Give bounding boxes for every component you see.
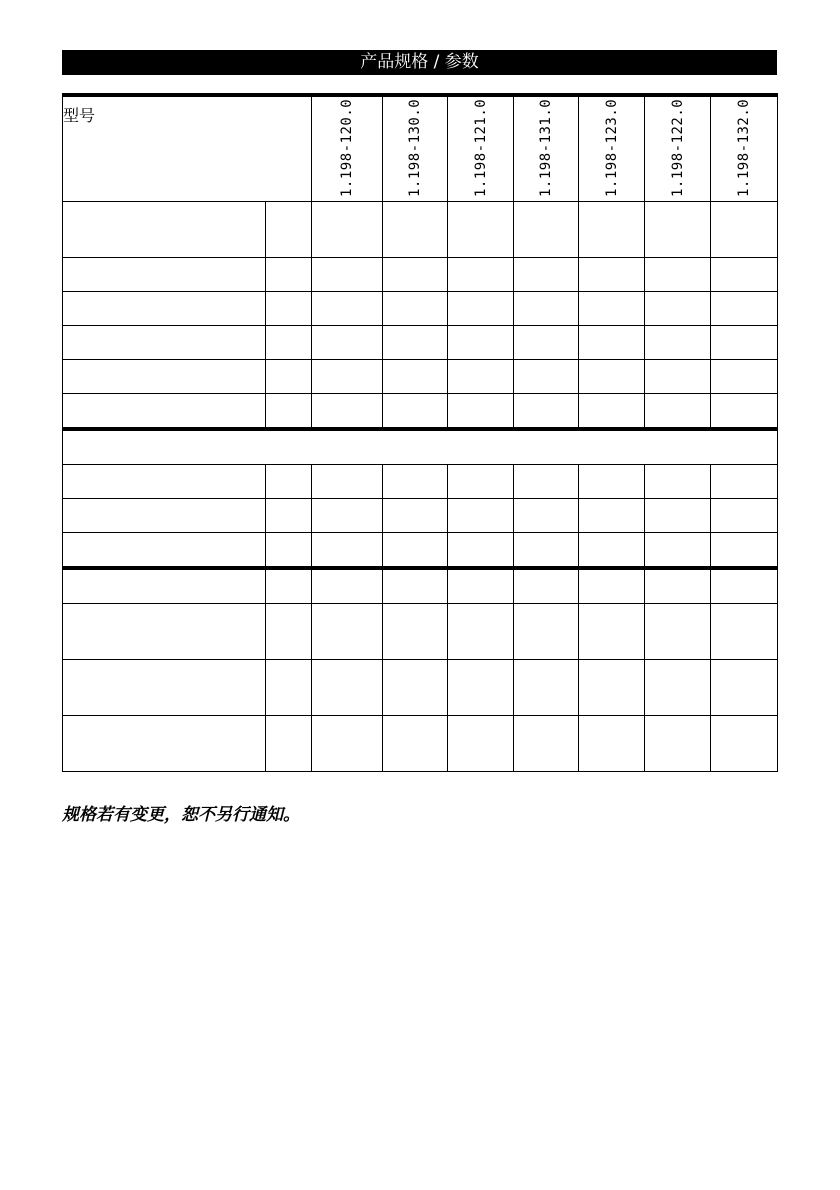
table-cell (514, 533, 579, 569)
table-cell (711, 604, 778, 660)
table-cell (514, 568, 579, 604)
table-cell-unit (266, 258, 312, 292)
table-cell (579, 465, 645, 499)
model-number: 1.198-131.0 (538, 98, 555, 197)
table-row (63, 533, 778, 569)
table-cell (383, 465, 448, 499)
table-cell (579, 533, 645, 569)
table-cell-label (63, 202, 266, 258)
table-cell (711, 568, 778, 604)
model-column-7 (711, 95, 778, 202)
table-cell (645, 604, 711, 660)
model-number: 1.198-130.0 (407, 98, 424, 197)
spec-table (62, 93, 778, 772)
model-label-cell (63, 95, 312, 202)
table-cell (514, 360, 579, 394)
table-cell (645, 499, 711, 533)
section-cell (63, 429, 778, 465)
table-cell (579, 202, 645, 258)
table-cell-label (63, 568, 266, 604)
table-cell (645, 716, 711, 772)
table-cell-unit (266, 533, 312, 569)
table-cell-unit (266, 716, 312, 772)
table-cell (383, 533, 448, 569)
model-column-5 (579, 95, 645, 202)
table-cell (383, 326, 448, 360)
table-cell (448, 360, 514, 394)
table-cell (645, 465, 711, 499)
table-cell (448, 604, 514, 660)
model-column-1 (312, 95, 383, 202)
table-cell (448, 499, 514, 533)
table-cell (514, 292, 579, 326)
table-row (63, 660, 778, 716)
table-row (63, 716, 778, 772)
table-cell-label (63, 292, 266, 326)
table-cell (514, 326, 579, 360)
table-cell (312, 326, 383, 360)
table-cell (514, 258, 579, 292)
table-cell (312, 292, 383, 326)
table-cell (448, 660, 514, 716)
table-row (63, 568, 778, 604)
table-cell (711, 499, 778, 533)
table-cell (579, 258, 645, 292)
table-cell-unit (266, 604, 312, 660)
table-row (63, 394, 778, 430)
table-cell (383, 499, 448, 533)
model-number: 1.198-122.0 (669, 98, 686, 197)
table-cell (448, 568, 514, 604)
table-cell (312, 465, 383, 499)
table-cell (711, 660, 778, 716)
table-cell (383, 604, 448, 660)
table-cell-unit (266, 499, 312, 533)
table-cell (645, 326, 711, 360)
table-row (63, 258, 778, 292)
table-cell-label (63, 604, 266, 660)
table-cell (579, 660, 645, 716)
table-cell (448, 394, 514, 430)
table-cell (448, 716, 514, 772)
table-cell (448, 326, 514, 360)
table-cell (383, 660, 448, 716)
table-cell-unit (266, 568, 312, 604)
table-cell-label (63, 465, 266, 499)
table-cell (579, 326, 645, 360)
table-cell (312, 394, 383, 430)
table-cell (448, 292, 514, 326)
table-cell-label (63, 716, 266, 772)
table-cell-unit (266, 360, 312, 394)
section-row (63, 429, 778, 465)
table-row (63, 604, 778, 660)
table-cell (448, 465, 514, 499)
table-cell (579, 292, 645, 326)
table-cell-label (63, 394, 266, 430)
table-cell (514, 465, 579, 499)
table-cell (645, 258, 711, 292)
table-row (63, 465, 778, 499)
table-cell (312, 716, 383, 772)
table-cell-unit (266, 292, 312, 326)
table-row (63, 292, 778, 326)
model-number: 1.198-123.0 (603, 98, 620, 197)
table-cell (711, 394, 778, 430)
table-cell (514, 660, 579, 716)
table-cell (579, 716, 645, 772)
table-cell (514, 202, 579, 258)
model-label: 型号 (63, 106, 96, 125)
table-cell-unit (266, 202, 312, 258)
table-cell-label (63, 326, 266, 360)
table-cell (312, 360, 383, 394)
table-cell (312, 568, 383, 604)
model-number: 1.198-120.0 (339, 98, 356, 197)
table-cell (711, 360, 778, 394)
model-header-row (63, 95, 778, 202)
table-cell-unit (266, 394, 312, 430)
table-cell-label (63, 360, 266, 394)
table-cell (312, 660, 383, 716)
table-row (63, 360, 778, 394)
table-cell (711, 465, 778, 499)
table-cell (514, 716, 579, 772)
table-cell (514, 604, 579, 660)
table-cell (711, 202, 778, 258)
table-cell-unit (266, 326, 312, 360)
table-cell-label (63, 499, 266, 533)
table-cell (383, 716, 448, 772)
table-cell (711, 258, 778, 292)
table-cell (448, 202, 514, 258)
table-cell (383, 258, 448, 292)
table-cell (579, 568, 645, 604)
model-number: 1.198-132.0 (736, 98, 753, 197)
table-cell-label (63, 533, 266, 569)
table-cell (383, 568, 448, 604)
table-cell (711, 533, 778, 569)
table-cell (579, 499, 645, 533)
table-cell (312, 604, 383, 660)
table-cell (711, 326, 778, 360)
table-cell (645, 660, 711, 716)
table-cell (383, 360, 448, 394)
table-cell (383, 292, 448, 326)
table-cell (579, 394, 645, 430)
table-cell (514, 394, 579, 430)
table-cell (448, 533, 514, 569)
table-cell (645, 533, 711, 569)
table-cell (383, 394, 448, 430)
table-cell-label (63, 258, 266, 292)
spec-title-banner: 产品规格 / 参数 (62, 50, 777, 75)
table-cell (448, 258, 514, 292)
table-row (63, 326, 778, 360)
table-cell (312, 258, 383, 292)
table-cell (579, 360, 645, 394)
model-column-3 (448, 95, 514, 202)
table-cell (645, 568, 711, 604)
table-cell (645, 360, 711, 394)
table-row (63, 202, 778, 258)
table-cell (711, 292, 778, 326)
model-number: 1.198-121.0 (472, 98, 489, 197)
table-cell (312, 202, 383, 258)
model-column-4 (514, 95, 579, 202)
table-cell (645, 292, 711, 326)
table-row (63, 499, 778, 533)
table-cell (645, 394, 711, 430)
table-cell-label (63, 660, 266, 716)
table-cell (579, 604, 645, 660)
table-cell-unit (266, 465, 312, 499)
table-cell (312, 533, 383, 569)
table-cell (383, 202, 448, 258)
spec-change-notice: 规格若有变更，恕不另行通知。 (62, 805, 300, 825)
table-cell-unit (266, 660, 312, 716)
table-cell (312, 499, 383, 533)
table-cell (711, 716, 778, 772)
table-cell (514, 499, 579, 533)
model-column-2 (383, 95, 448, 202)
model-column-6 (645, 95, 711, 202)
table-cell (645, 202, 711, 258)
